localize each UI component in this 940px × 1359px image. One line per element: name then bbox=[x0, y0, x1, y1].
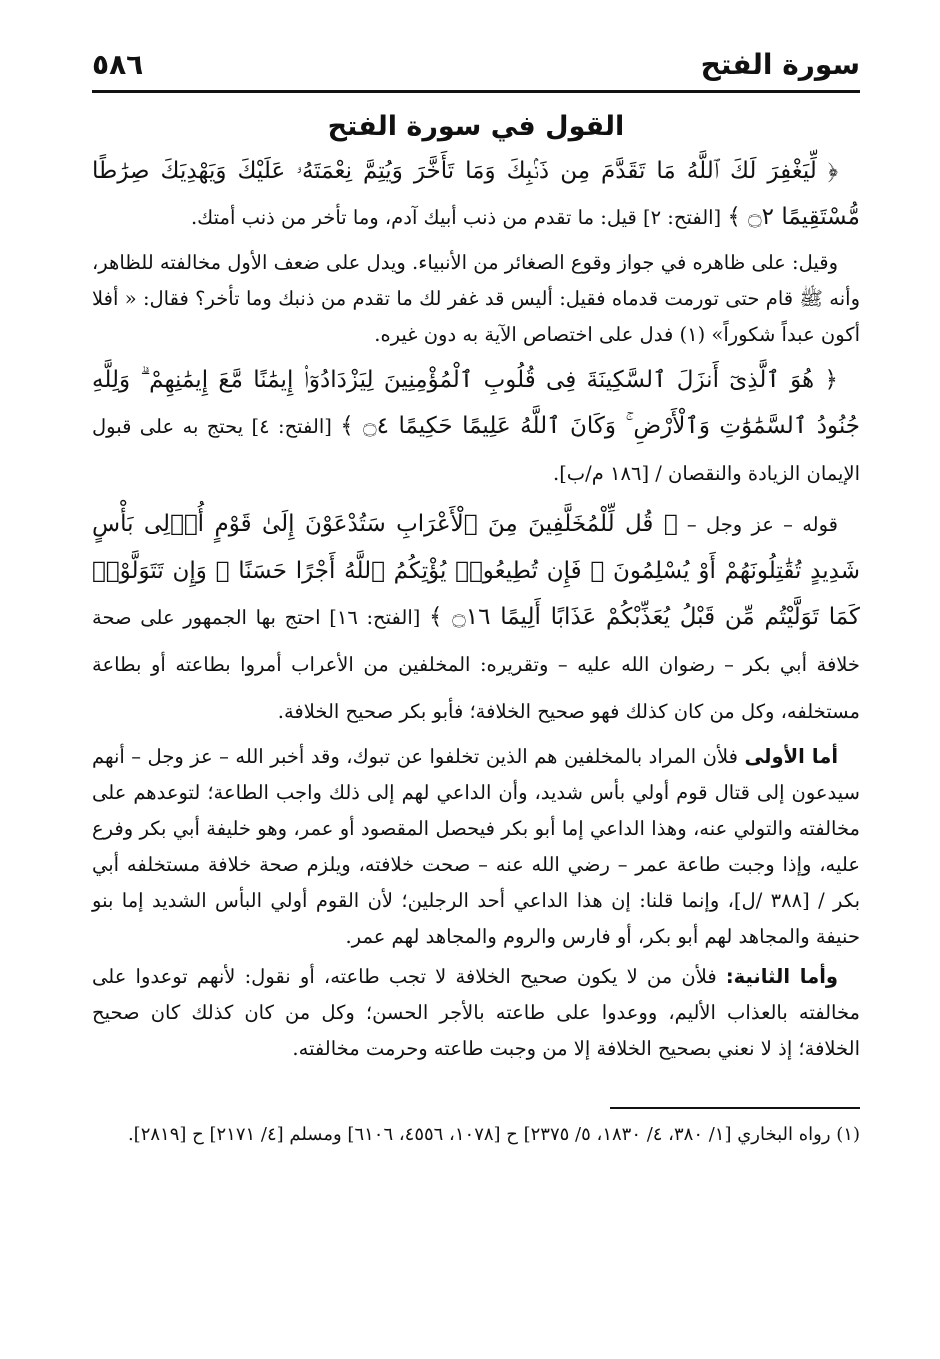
paragraph-lead: وأما الثانية: bbox=[725, 965, 838, 988]
paragraph-text: قوله – عز وجل – bbox=[677, 513, 838, 536]
paragraph-6 bbox=[92, 959, 860, 1067]
paragraph-3 bbox=[92, 357, 860, 497]
chapter-title: سورة الفتح bbox=[700, 48, 860, 81]
running-header bbox=[92, 40, 860, 93]
paragraph-text: فلأن المراد بالمخلفين هم الذين تخلفوا عن تبوك، وقد أخبر الله – عز وجل – أنهم سيدعون إلى قتال قوم أولي بأس شديد، وأن الداعي لهم إلى ذلك واجب الطاعة؛ لتوعدهم على مخالفته والتولي عنه، وهذا الداعي إما أبو بكر فيحصل المقصود أو عمر، وهو خليفة أبي بكر وفرع عليه، وإذا وجبت طاعة عمر – رضي الله عنه – صحت خلافته، ويلزم صحة خلافة مستخلفه أبي بكر / [٣٨٨ /ل]، وإنما قلنا: إن هذا الداعي أحد الرجلين؛ لأن القوم أولي البأس الشديد إما بنو حنيفة والمجاهد لهم أبو بكر، أو فارس والروم والمجاهد لهم عمر. bbox=[92, 745, 861, 948]
paragraph-text: فلأن من لا يكون صحيح الخلافة لا تجب طاعته، أو نقول: لأنهم توعدوا على مخالفته بالعذاب الأليم، ووعدوا على طاعته بالأجر الحسن؛ وكل من كان كذلك كان صحيح الخلافة؛ إذ لا نعني بصحيح الخلافة إلا من وجبت طاعته وحرمت مخالفته. bbox=[92, 965, 860, 1060]
page-content bbox=[92, 40, 860, 1151]
paragraph-lead: أما الأولى bbox=[744, 745, 838, 768]
paragraph-4 bbox=[92, 501, 860, 735]
quran-verse: ﴿ لِّيَغْفِرَ لَكَ ٱللَّهُ مَا تَقَدَّمَ مِن ذَنۢبِكَ وَمَا تَأَخَّرَ وَيُتِمَّ نِعْمَتَهُۥ عَلَيْكَ وَيَهْدِيَكَ صِرَٰطًا مُّسْتَقِيمًا ۝٢ ﴾ bbox=[92, 158, 860, 230]
quran-verse: ﴿ قُل لِّلْمُخَلَّفِينَ مِنَ ٱلْأَعْرَابِ سَتُدْعَوْنَ إِلَىٰ قَوْمٍ أُو۟لِى بَأْسٍ شَدِيدٍ تُقَٰتِلُونَهُمْ أَوْ يُسْلِمُونَ ۖ فَإِن تُطِيعُوا۟ يُؤْتِكُمُ ٱللَّهُ أَجْرًا حَسَنًا ۖ وَإِن تَتَوَلَّوْا۟ كَمَا تَوَلَّيْتُم مِّن قَبْلُ يُعَذِّبْكُمْ عَذَابًا أَلِيمًا ۝١٦ ﴾ bbox=[92, 511, 860, 630]
paragraph-text: [الفتح: ١٦] احتج بها الجمهور على صحة خلافة أبي بكر – رضوان الله عليه – وتقريره: المخلفين من الأعراب أمروا بطاعته أو بطاعة مستخلفه، وكل من كان كذلك فهو صحيح الخلافة؛ فأبو بكر صحيح الخلافة. bbox=[92, 606, 860, 723]
section-heading: القول في سورة الفتح bbox=[327, 111, 625, 142]
quran-verse: ﴿ هُوَ ٱلَّذِىٓ أَنزَلَ ٱلسَّكِينَةَ فِى قُلُوبِ ٱلْمُؤْمِنِينَ لِيَزْدَادُوٓا۟ إِيمَٰنًا مَّعَ إِيمَٰنِهِمْ ۗ وَلِلَّهِ جُنُودُ ٱلسَّمَٰوَٰتِ وَٱلْأَرْضِ ۚ وَكَانَ ٱللَّهُ عَلِيمًا حَكِيمًا ۝٤ ﴾ bbox=[92, 367, 860, 439]
paragraph-1 bbox=[92, 148, 860, 241]
paragraph-text: [الفتح: ٢] قيل: ما تقدم من ذنب أبيك آدم، وما تأخر من ذنب أمتك. bbox=[190, 206, 728, 229]
paragraph-5 bbox=[92, 739, 860, 955]
paragraph-2: وقيل: على ظاهره في جواز وقوع الصغائر من الأنبياء. ويدل على ضعف الأول مخالفته للظاهر، وأنه ﷺ قام حتى تورمت قدماه فقيل: أليس قد غفر لك ما تقدم من ذنبك وما تأخر؟ فقال: « أفلا أكون عبداً شكوراً» (١) فدل على اختصاص الآية به دون غيره. bbox=[92, 251, 860, 346]
footnote: (١) رواه البخاري [١/ ٣٨٠، ٤/ ١٨٣٠، ٥/ ٢٣٧٥] ح [١٠٧٨، ٤٥٥٦، ٦١٠٦] ومسلم [٤/ ٢١٧١] ح [٢٨١٩]. bbox=[127, 1124, 860, 1145]
footnote-divider bbox=[610, 1107, 860, 1109]
paragraph-text: [الفتح: ٤] يحتج به على قبول الإيمان الزيادة والنقصان / [١٨٦ م/ب]. bbox=[92, 415, 860, 485]
page-number: ٥٨٦ bbox=[92, 48, 144, 81]
